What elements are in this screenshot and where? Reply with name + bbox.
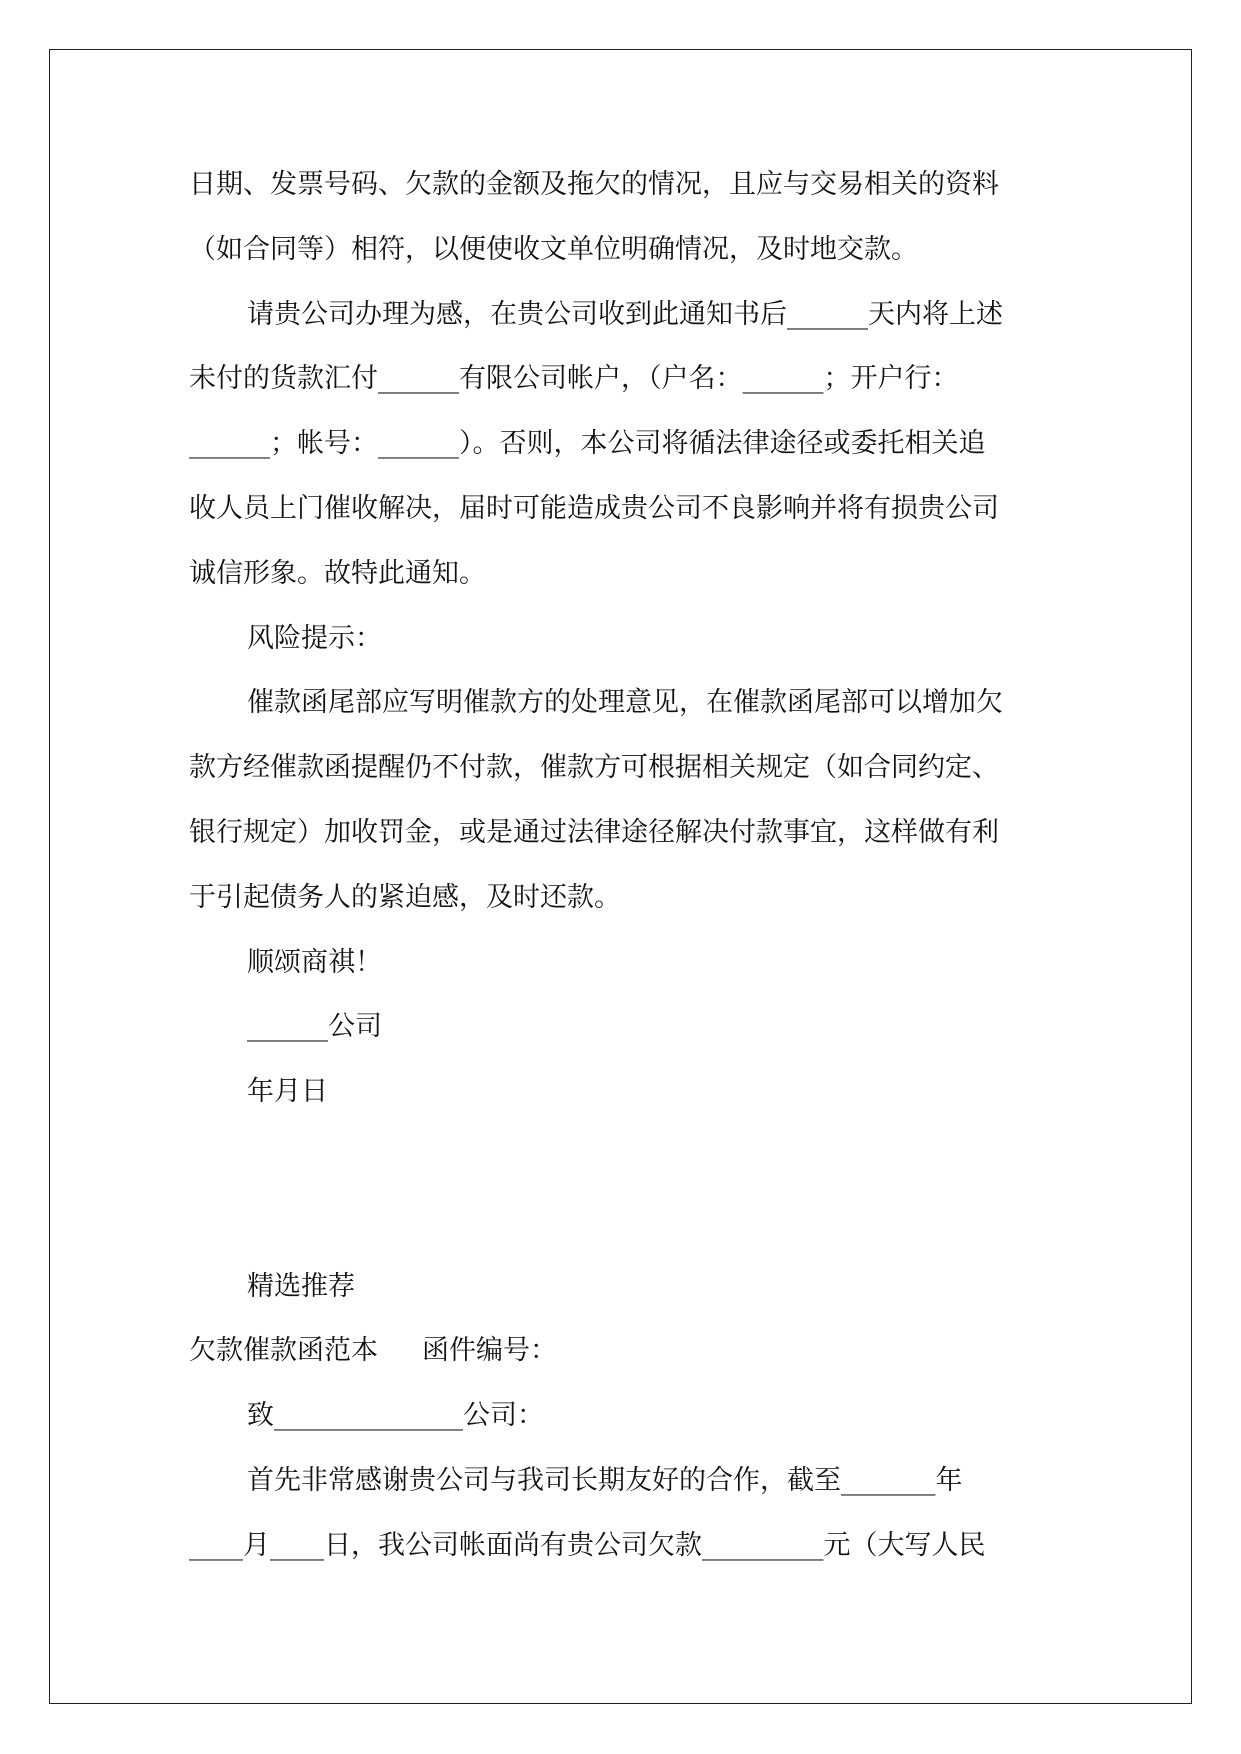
text-line: 请贵公司办理为感，在贵公司收到此通知书后______天内将上述 [247,298,1003,330]
sample-title: 欠款催款函范本 [189,1335,378,1367]
text-line: 未付的货款汇付______有限公司帐户，（户名：______；开户行： [189,363,959,395]
spacer [189,1125,1069,1255]
text-line: ____月____日，我公司帐面尚有贵公司欠款_________元（大写人民 [189,1529,986,1561]
text-line: ______；帐号：______）。否则，本公司将循法律途径或委托相关追 [189,428,986,460]
risk-heading: 风险提示： [247,622,382,654]
sample-heading-row [189,1319,1069,1384]
text-line: 诚信形象。故特此通知。 [189,557,486,589]
text-line: （如合同等）相符，以便使收文单位明确情况，及时地交款。 [189,233,918,265]
text-line: 首先非常感谢贵公司与我司长期友好的合作，截至_______年 [247,1464,963,1496]
signature-date: 年月日 [247,1076,328,1108]
text-line: 于引起债务人的紧迫感，及时还款。 [189,881,621,913]
text-line: 收人员上门催收解决，届时可能造成贵公司不良影响并将有损贵公司 [189,492,999,524]
signature-company: ______公司 [247,1011,382,1043]
text-line: 款方经催款函提醒仍不付款，催款方可根据相关规定（如合同约定、 [189,752,999,784]
text-line: 催款函尾部应写明催款方的处理意见，在催款函尾部可以增加欠 [247,687,1003,719]
addressee-line: 致______________公司： [247,1400,544,1432]
recommended-label: 精选推荐 [247,1270,355,1302]
letter-number-label: 函件编号： [422,1335,557,1367]
text-line: 日期、发票号码、欠款的金额及拖欠的情况，且应与交易相关的资料 [189,169,999,200]
text-line: 银行规定）加收罚金，或是通过法律途径解决付款事宜，这样做有利 [189,816,999,848]
document-body [189,153,1069,1579]
closing-greeting: 顺颂商祺！ [247,946,382,978]
